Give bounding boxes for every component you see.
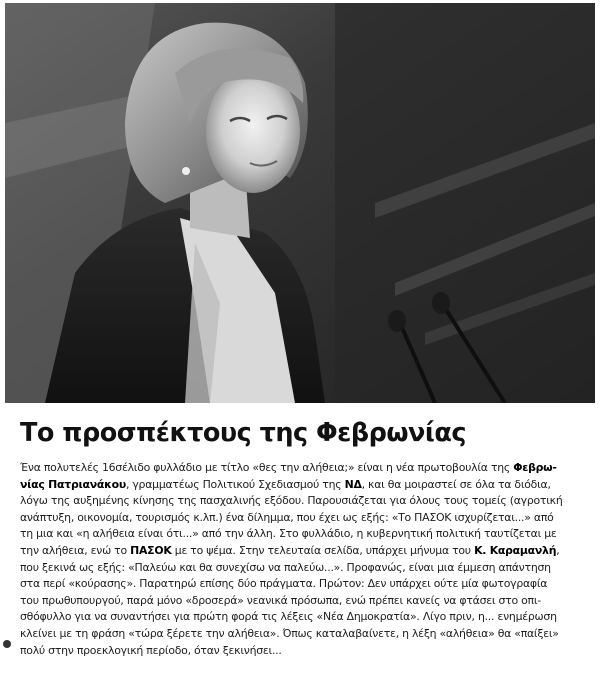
body-text: Ένα πολυτελές 16σέλιδο φυλλάδιο με τίτλο «θες την αλήθεια;» είναι η νέα πρωτοβουλία της	[20, 461, 514, 474]
article-photo	[5, 3, 595, 403]
body-text: με το ψέμα. Στην τελευταία σελίδα, υπάρχει μήνυμα του	[171, 543, 475, 557]
body-text: στα περί «κούρασης». Παρατηρώ επίσης δύο πράγματα. Πρώτον: Δεν υπάρχει ούτε μία φωτογραφία	[20, 577, 548, 591]
article-line	[20, 477, 588, 494]
bold-text: Κ. Καραμανλή	[474, 543, 557, 557]
article-line	[20, 576, 588, 593]
body-text: ανάπτυξη, οικονομία, τουρισμός κ.λπ.) ένα δίλημμα, που έχει ως εξής: «Το ΠΑΣΟΚ ισχυρίζεται...» από	[20, 510, 554, 524]
article-line	[20, 460, 588, 477]
body-text: πολύ στην προεκλογική περίοδο, όταν ξεκινήσει...	[20, 643, 282, 657]
article-line	[20, 543, 588, 560]
body-text: ,	[556, 543, 560, 557]
body-text: του πρωθυπουργού, παρά μόνο «δροσερά» νεανικά πρόσωπα, ενώ πρέπει κανείς να φτάσει στο οπι-	[20, 593, 541, 607]
body-text: τη μια και «η αλήθεια είναι ότι...» από την άλλη. Στο φυλλάδιο, η κυβερνητική πολιτική ταυτίζεται με	[20, 527, 557, 541]
article-line	[20, 560, 588, 577]
article-line	[20, 526, 588, 543]
article-line	[20, 493, 588, 510]
article-headline: Το προσπέκτους της Φεβρωνίας	[20, 418, 466, 448]
article-line	[20, 593, 588, 610]
body-text: , γραμματέως Πολιτικού Σχεδιασμού της	[125, 477, 345, 491]
bold-text: ΝΔ	[344, 477, 362, 491]
bold-text: ΠΑΣΟΚ	[130, 543, 172, 557]
article-line	[20, 609, 588, 626]
body-text: κλείνει με τη φράση «τώρα ξέρετε την αλήθεια». Όπως καταλαβαίνετε, η λέξη «αλήθεια» θα «παίξει»	[20, 626, 559, 640]
article-line	[20, 510, 588, 527]
body-text: λόγω της αυξημένης κίνησης της πασχαλινής εξόδου. Παρουσιάζεται για όλους τους τομείς (αγροτική	[20, 494, 563, 508]
body-text: , και θα μοιραστεί σε όλα τα διόδια,	[361, 477, 551, 491]
body-text: την αλήθεια, ενώ το	[20, 543, 131, 557]
bold-text: Φεβρω-	[513, 461, 557, 474]
article-line	[20, 643, 588, 660]
body-text: σθόφυλλο για να συναντήσει για πρώτη φορά τις λέξεις «Νέα Δημοκρατία». Λίγο πριν, η... ενημέρωση	[20, 610, 557, 624]
article-body	[20, 460, 588, 659]
body-text: που ξεκινά ως εξής: «Παλεύω και θα συνεχίσω να παλεύω...». Προφανώς, είναι μια έμμεση απάντηση	[20, 560, 551, 574]
bold-text: νίας Πατριανάκου	[20, 477, 126, 491]
bullet-icon	[3, 640, 11, 648]
article-line	[20, 626, 588, 643]
